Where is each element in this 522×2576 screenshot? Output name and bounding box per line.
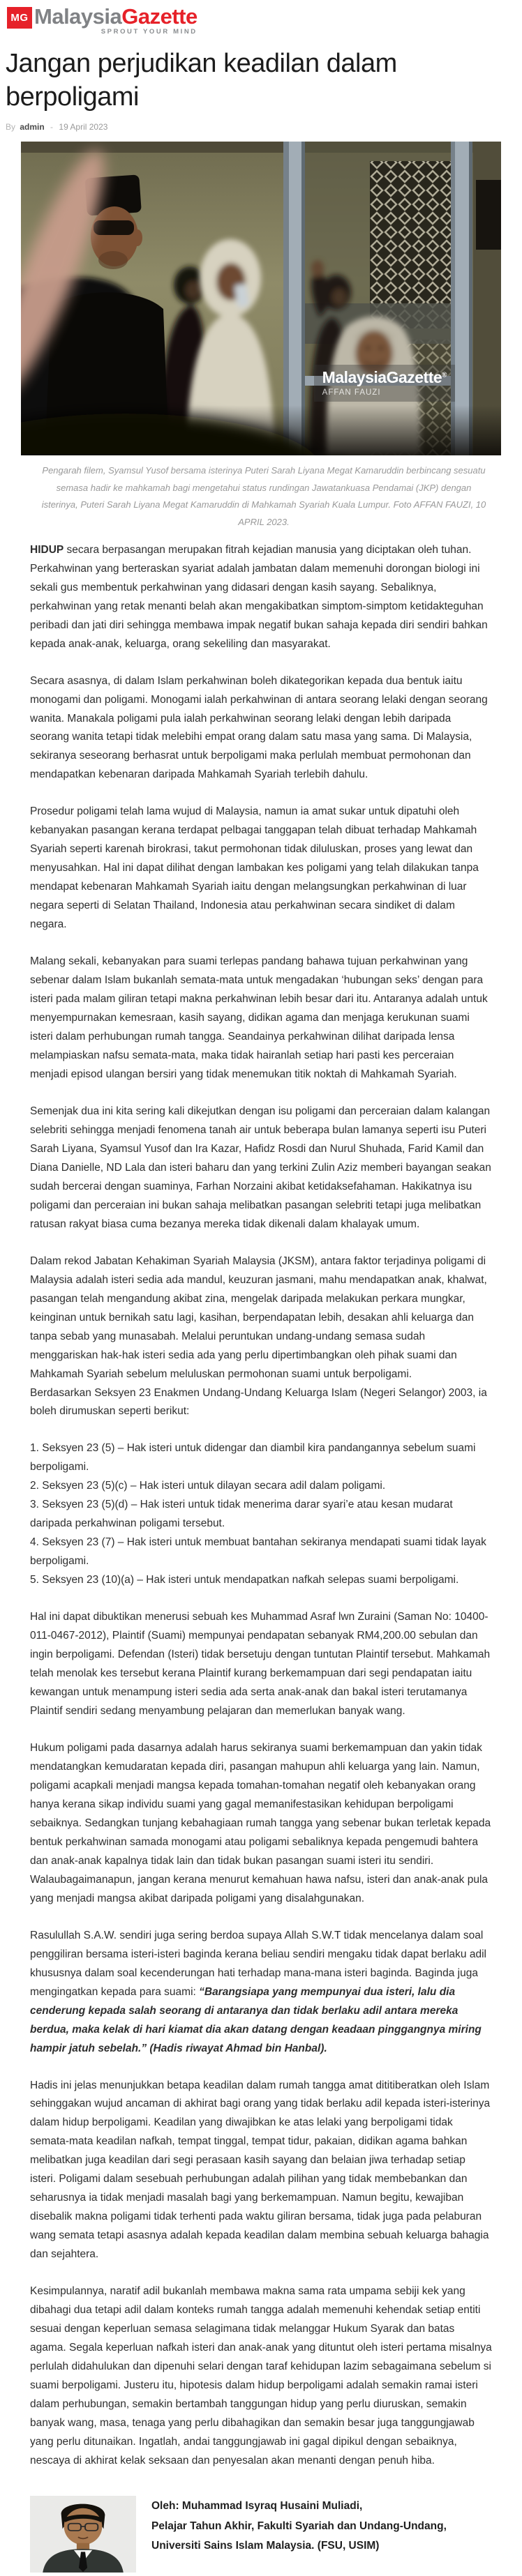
article-photo-figure bbox=[21, 142, 507, 531]
law-list-item-3: 3. Seksyen 23 (5)(d) – Hak isteri untuk tidak menerima darar syari’e atau kesan mudarat daripada perkahwinan poligami tersebut. bbox=[30, 1499, 453, 1530]
byline bbox=[6, 122, 516, 132]
author-portrait-illustration bbox=[30, 2496, 136, 2573]
byline-date: 19 April 2023 bbox=[59, 122, 108, 132]
article-photo bbox=[21, 142, 501, 455]
paragraph-6: Dalam rekod Jabatan Kehakiman Syariah Malaysia (JKSM), antara faktor terjadinya poligami di Malaysia adalah isteri sedia ada mandul, keuzuran jasmani, mahu mendapatkan anak, khalwat, pasangan telah mengandung akibat zina, mengelak daripada melakukan perkara mungkar, keinginan untuk bernikah satu lagi, kasihan, berpendapatan lebih, desakan ahli keluarga dan tanpa sebab yang munasabah. Melalui peruntukan undang-undang semasa sudah menggariskan hak-hak isteri sedia ada yang perlu dipertimbangkan oleh pihak suami dan Mahkamah Syariah sebelum meluluskan permohonan suami untuk berpoligami. bbox=[30, 1255, 487, 1380]
site-header bbox=[6, 0, 516, 36]
author-photo bbox=[30, 2496, 136, 2573]
paragraph-8: Hukum poligami pada dasarnya adalah harus sekiranya suami berkemampuan dan yakin tidak mendatangkan kemudaratan kepada diri, pasangan mahupun ahli keluarga yang lain. Namun, poligami acapkali menjadi mangsa kepada tomahan-tomahan negatif oleh kebanyakan orang hanya kerana sikap individu suami yang gagal memanifestasikan kehidupan berpoligami sebaiknya. Sedangkan tunjang kebahagiaan rumah tangga yang sebenar bukan terletak kepada bentuk perkahwinan samada monogami atau poligami sebaliknya kepada pengemudi bahtera dan anak-anak kapalnya tidak lain dan tidak bukan pasangan suami isteri itu sendiri. Walaubagaimanapun, jangan kerana menurut kemahuan hawa nafsu, isteri dan anak-anak pula yang menjadi mangsa akibat daripada poligami yang disalahgunakan. bbox=[30, 1742, 491, 1904]
paragraph-5: Semenjak dua ini kita sering kali dikejutkan dengan isu poligami dan perceraian dalam kalangan selebriti sehingga menjadi fenomena tanah air untuk beberapa bulan lamanya seperti isu Puteri Sarah Liyana, Syamsul Yusof dan Ira Kazar, Hafidz Rosdi dan Nurul Shuhada, Farid Kamil dan Diana Danielle, ND Lala dan isteri baharu dan yang terkini Zulin Aziz memberi bayangan seakan sudah bercerai dengan suaminya, Farhan Norzaini akibat ketidaksefahaman. Hakikatnya isu poligami dan perceraian ini bukan sahaja melibatkan pasangan selebriti tetapi juga melibatkan ratusan rakyat biasa cuma bezanya mereka tidak dikenali dalam khalayak umum. bbox=[30, 1105, 491, 1230]
author-credit-line-2: Pelajar Tahun Akhir, Fakulti Syariah dan Undang-Undang, bbox=[151, 2520, 447, 2532]
paragraph-11: Kesimpulannya, naratif adil bukanlah membawa makna sama rata umpama sebiji kek yang dibahagi dua tetapi adil dalam konteks rumah tangga adalah memenuhi kehendak setiap entiti sesuai dengan keperluan semasa selagimana tidak melanggar Hukum Syarak dan batas agama. Segala keperluan nafkah isteri dan anak-anak yang dituntut oleh isteri pertama misalnya perlulah didahulukan dan dipenuhi selari dengan taraf kehidupan lazim sebagaimana sebelum si suami berpoligami. Justeru itu, hipotesis dalam hidup berpoligami adalah semakin ramai isteri dalam perhubungan, semakin bertambah tanggungan hidup yang perlu diuruskan, semakin banyak wang, masa, tenaga yang perlu dibahagikan dan semakin besar juga tanggungjawab yang perlu ditunaikan. Ingatlah, andai tanggungjawab ini gagal dipikul dengan sebaiknya, nescaya di akhirat kelak seksaan dan penyesalan akan menanti dengan penuh hiba. bbox=[30, 2285, 492, 2467]
paragraph-9: Rasulullah S.A.W. sendiri juga sering berdoa supaya Allah S.W.T tidak mencelanya dalam soal penggiliran bersama isteri-isteri baginda kerana beliau sendiri mengaku tidak dapat berlaku adil khususnya dalam soal kecenderungan hati terhadap mana-mana isteri baginda. Baginda juga mengingatkan kepada para suami: “Barangsiapa yang mempunyai dua isteri, lalu dia cenderung kepada salah seorang di antaranya dan tidak berlaku adil antara mereka berdua, maka kelak di hari kiamat dia akan datang dengan keadaan pinggangnya miring hampir jatuh sebelah.” (Hadis riwayat Ahmad bin Hanbal). bbox=[30, 1929, 486, 2054]
page-title: Jangan perjudikan keadilan dalam berpoligami bbox=[6, 48, 397, 112]
watermark-text: MalaysiaGazette bbox=[322, 368, 442, 386]
law-list-item-2: 2. Seksyen 23 (5)(c) – Hak isteri untuk dilayan secara adil dalam poligami. bbox=[30, 1480, 386, 1492]
law-list-item-5: 5. Seksyen 23 (10)(a) – Hak isteri untuk mendapatkan nafkah selepas suami berpoligami. bbox=[30, 1574, 459, 1586]
photo-caption: Pengarah filem, Syamsul Yusof bersama isterinya Puteri Sarah Liyana Megat Kamaruddin berbincang sesuatu semasa hadir ke mahkamah bagi mengetahui status rundingan Jawatankuasa Pendamai (JKP) dengan isterinya, Puteri Sarah Liyana Megat Kamaruddin di Mahkamah Syariah Kuala Lumpur. Foto AFFAN FAUZI, 10 APRIL 2023. bbox=[41, 465, 486, 528]
lead-word: HIDUP bbox=[30, 543, 64, 556]
photo-watermark bbox=[314, 365, 455, 402]
courthouse-photo-illustration bbox=[21, 142, 501, 455]
law-list bbox=[30, 1439, 492, 1590]
paragraph-1: HIDUP secara berpasangan merupakan fitrah kejadian manusia yang diciptakan oleh tuhan. Perkahwinan yang berteraskan syariat adalah jambatan dalam memenuhi dorongan biologi ini sekali gus membentuk perkahwinan yang didasari dengan kasih sayang. Sebaliknya, perkahwinan yang retak menanti belah akan mengakibatkan simptom-simptom ketidakteguhan peribadi dan jati diri sehingga membawa impak negatif bukan sahaja kepada diri sendiri bahkan kepada anak-anak, keluarga, orang sekeliling dan masyarakat. bbox=[30, 543, 488, 650]
paragraph-7: Hal ini dapat dibuktikan menerusi sebuah kes Muhammad Asraf lwn Zuraini (Saman No: 10400-011-0467-2012), Plaintif (Suami) mempunyai pendapatan sebanyak RM4,200.00 sebulan dan ingin berpoligami. Defendan (Isteri) tidak bersetuju dengan tuntutan Plaintif tersebut. Mahkamah telah menolak kes tersebut kerana Plaintif kurang berkemampuan dari segi pendapatan iaitu kewangan untuk menampung isteri sedia ada serta anak-anak dan bakal isteri terutamanya Plaintif sendiri sedang menyambung pelajaran dan memerlukan banyak wang. bbox=[30, 1611, 491, 1718]
article-body bbox=[6, 531, 516, 2471]
byline-author-link[interactable]: admin bbox=[20, 122, 45, 132]
logo-tagline: SPROUT YOUR MIND bbox=[100, 28, 197, 36]
author-credit bbox=[151, 2496, 447, 2573]
watermark-credit: AFFAN FAUZI bbox=[322, 388, 381, 397]
logo-text-malaysia: Malaysia bbox=[34, 4, 122, 29]
paragraph-4: Malang sekali, kebanyakan para suami terlepas pandang bahawa tujuan perkahwinan yang sebenar dalam Islam bukanlah semata-mata untuk mengadakan ‘hubungan seks’ dengan para isteri pada malam giliran tetapi makna perkahwinan lebih besar dari itu. Antaranya adalah untuk menyempurnakan kemesraan, kasih sayang, didikan agama dan menjaga kerukunan suami isteri dalam perhubungan rumah tangga. Seandainya perkahwinan dilihat daripada lensa melampiaskan nafsu semata-mata, maka tidak hairanlah setiap hari pasti kes perceraian menjadi episod ulangan bersiri yang tidak menemukan titik noktah di Mahkamah Syariah. bbox=[30, 955, 488, 1080]
law-list-item-4: 4. Seksyen 23 (7) – Hak isteri untuk membuat bantahan sekiranya mendapati suami tidak layak berpoligami. bbox=[30, 1536, 486, 1568]
author-box bbox=[30, 2496, 492, 2573]
byline-by: By bbox=[6, 122, 16, 132]
law-list-item-1: 1. Seksyen 23 (5) – Hak isteri untuk didengar dan diambil kira pandangannya sebelum suami berpoligami. bbox=[30, 1442, 476, 1473]
mg-logo-icon: MG bbox=[7, 7, 32, 29]
hadith-quote: “Barangsiapa yang mempunyai dua isteri, lalu dia cenderung kepada salah seorang di antaranya dan tidak berlaku adil antara mereka berdua, maka kelak di hari kiamat dia akan datang dengan keadaan pinggangnya miring hampir jatuh sebelah.” (Hadis riwayat Ahmad bin Hanbal). bbox=[30, 1985, 482, 2054]
logo-wordmark bbox=[34, 6, 197, 36]
paragraph-2: Secara asasnya, di dalam Islam perkahwinan boleh dikategorikan kepada dua bentuk iaitu monogami dan poligami. Monogami ialah perkahwinan di antara seorang lelaki dengan seorang wanita. Manakala poligami pula ialah perkahwinan seorang lelaki dengan lebih daripada seorang wanita tetapi tidak melebihi empat orang dalam satu masa yang sama. Di Malaysia, sekiranya seseorang berhasrat untuk berpoligami maka perlulah membuat permohonan dan mendapatkan kebenaran daripada Mahkamah Syariah terlebih dahulu. bbox=[30, 674, 488, 781]
byline-separator: - bbox=[50, 122, 54, 132]
paragraph-10: Hadis ini jelas menunjukkan betapa keadilan dalam rumah tangga amat dititiberatkan oleh Islam sehinggakan wujud ancaman di akhirat bagi orang yang tidak berlaku adil kepada isteri-isterinya dalam hidup berpoligami. Keadilan yang diwajibkan ke atas lelaki yang berpoligami tidak semata-mata keadilan nafkah, tempat tinggal, tempat tidur, pakaian, didikan agama bahkan melibatkan juga keadilan dari segi perasaan kasih sayang dan belaian jiwa terhadap setiap isteri. Poligami dalam sesebuah perhubungan adalah pilihan yang tidak membebankan dan seharusnya ia tidak menjadi masalah bagi yang berkemampuan. Namun begitu, kewajiban disebalik makna poligami tidak terhenti pada waktu giliran bersama, tidak juga pada pelaburan wang semata tetapi asasnya adalah kepada keadilan dalam membina sebuah keluarga bahagia dan sejahtera. bbox=[30, 2079, 491, 2261]
author-credit-line-3: Universiti Sains Islam Malaysia. (FSU, USIM) bbox=[151, 2540, 380, 2552]
paragraph-6b: Berdasarkan Seksyen 23 Enakmen Undang-Undang Keluarga Islam (Negeri Selangor) 2003, ia boleh dirumuskan seperti berikut: bbox=[30, 1386, 487, 1418]
author-credit-line-1: Oleh: Muhammad Isyraq Husaini Muliadi, bbox=[151, 2499, 363, 2512]
site-logo[interactable] bbox=[6, 6, 197, 36]
registered-mark: ® bbox=[442, 370, 447, 379]
logo-text-gazette: Gazette bbox=[121, 4, 197, 29]
paragraph-3: Prosedur poligami telah lama wujud di Malaysia, namun ia amat sukar untuk dipatuhi oleh kebanyakan pasangan kerana terdapat pelbagai tanggapan telah dibuat terhadap Mahkamah Syariah seperti karenah birokrasi, takut permohonan tidak diluluskan, proses yang lewat dan menyusahkan. Hal ini dapat dilihat dengan lambakan kes poligami yang telah dilakukan tanpa mendapat kebenaran Mahkamah Syariah iaitu dengan melangsungkan perkahwinan di luar negara seperti di Selatan Thailand, Indonesia atau perkahwinan secara sindiket di dalam negara. bbox=[30, 805, 479, 931]
